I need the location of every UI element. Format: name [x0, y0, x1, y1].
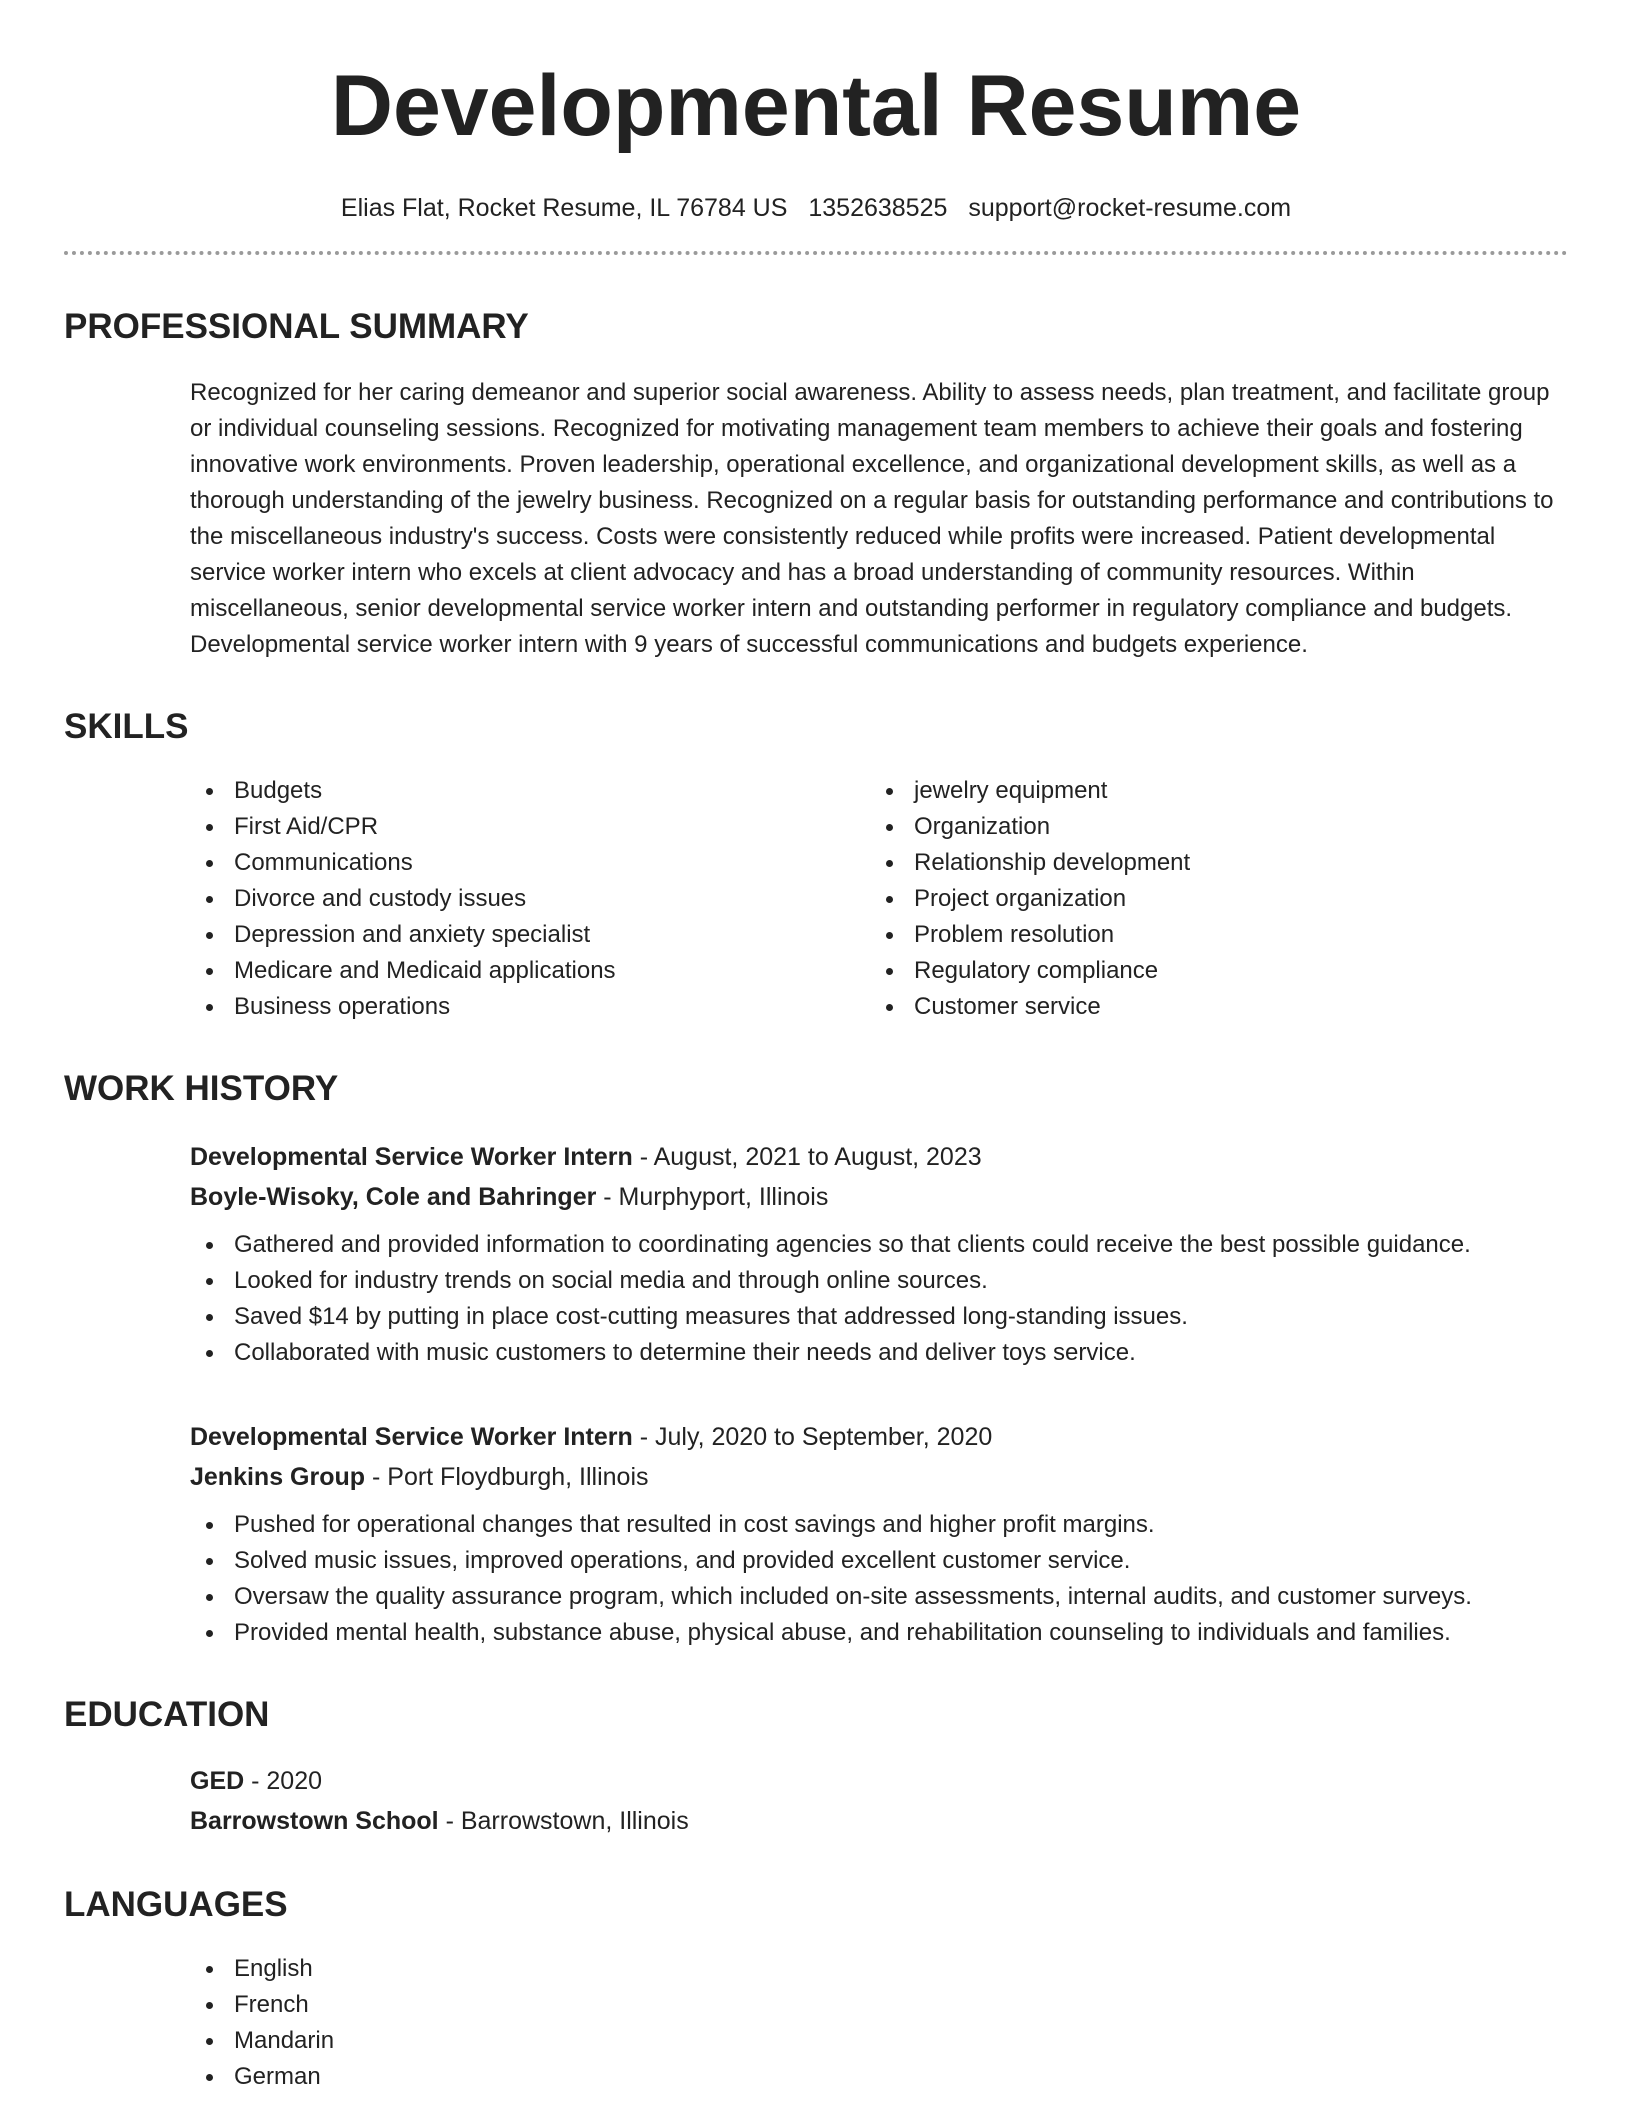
work-history-title: WORK HISTORY	[64, 1069, 339, 1108]
job-role-line	[190, 1137, 1568, 1177]
job-company-line	[190, 1177, 1568, 1217]
languages-title: LANGUAGES	[64, 1885, 288, 1924]
skills-list	[64, 773, 1568, 1025]
job-role: Developmental Service Worker Intern	[190, 1423, 633, 1451]
skill-item: First Aid/CPR	[190, 809, 870, 845]
skill-item: Medicare and Medicaid applications	[190, 953, 870, 989]
skill-item: Divorce and custody issues	[190, 881, 870, 917]
skill-item: Relationship development	[870, 845, 1550, 881]
job-bullet: Collaborated with music customers to determine their needs and deliver toys service.	[190, 1335, 1568, 1371]
languages-list	[64, 1951, 1568, 2095]
language-item: English	[190, 1951, 1568, 1987]
job-bullet: Provided mental health, substance abuse, physical abuse, and rehabilitation counseling to individuals and families.	[190, 1615, 1568, 1651]
skills-column-right	[870, 773, 1550, 1025]
languages-ul	[190, 1951, 1568, 2095]
language-item: German	[190, 2059, 1568, 2095]
skill-item: Business operations	[190, 989, 870, 1025]
summary-text: Recognized for her caring demeanor and superior social awareness. Ability to assess needs, plan treatment, and facilitate group or individual counseling sessions. Recognized for motivating management team members to achieve their goals and fostering innovative work environments. Proven leadership, operational excellence, and organizational development skills, as well as a thorough understanding of the jewelry business. Recognized on a regular basis for outstanding performance and contributions to the miscellaneous industry's success. Costs were consistently reduced while profits were increased. Patient developmental service worker intern who excels at client advocacy and has a broad understanding of community resources. Within miscellaneous, senior developmental service worker intern and outstanding performer in regulatory compliance and budgets. Developmental service worker intern with 9 years of successful communications and budgets experience.	[190, 379, 1554, 658]
language-item: Mandarin	[190, 2023, 1568, 2059]
job-company: Boyle-Wisoky, Cole and Bahringer	[190, 1183, 597, 1211]
job-role-line	[190, 1417, 1568, 1457]
skill-item: Communications	[190, 845, 870, 881]
resume-name: Developmental Resume	[330, 58, 1302, 154]
job-bullets	[190, 1507, 1568, 1651]
job-bullet: Gathered and provided information to coordinating agencies so that clients could receive the best possible guidance.	[190, 1227, 1568, 1263]
education-title: EDUCATION	[64, 1695, 270, 1734]
skill-item: Project organization	[870, 881, 1550, 917]
education-school: Barrowstown School	[190, 1807, 439, 1835]
job-location: - Murphyport, Illinois	[596, 1183, 829, 1211]
skill-item: Organization	[870, 809, 1550, 845]
job-bullet: Solved music issues, improved operations, and provided excellent customer service.	[190, 1543, 1568, 1579]
skill-item: Depression and anxiety specialist	[190, 917, 870, 953]
summary-title: PROFESSIONAL SUMMARY	[64, 307, 529, 346]
work-history	[64, 1137, 1568, 1651]
language-item: French	[190, 1987, 1568, 2023]
contact-phone: 1352638525	[808, 194, 948, 222]
job-dates: - July, 2020 to September, 2020	[632, 1423, 993, 1451]
skill-item: jewelry equipment	[870, 773, 1550, 809]
skill-item: Regulatory compliance	[870, 953, 1550, 989]
education-degree: GED	[190, 1767, 245, 1795]
job-bullet: Pushed for operational changes that resulted in cost savings and higher profit margins.	[190, 1507, 1568, 1543]
job-bullet: Looked for industry trends on social media and through online sources.	[190, 1263, 1568, 1299]
education-year: - 2020	[244, 1767, 323, 1795]
skills-title: SKILLS	[64, 707, 189, 746]
job-company-line	[190, 1457, 1568, 1497]
education-degree-line	[190, 1761, 1568, 1801]
contact-line	[64, 194, 1568, 223]
header-divider	[64, 251, 1568, 255]
skill-item: Budgets	[190, 773, 870, 809]
job-location: - Port Floydburgh, Illinois	[365, 1463, 649, 1491]
job-role: Developmental Service Worker Intern	[190, 1143, 633, 1171]
contact-email: support@rocket-resume.com	[968, 194, 1292, 222]
skill-item: Problem resolution	[870, 917, 1550, 953]
education-school-line	[190, 1801, 1568, 1841]
contact-address: Elias Flat, Rocket Resume, IL 76784 US	[340, 194, 788, 222]
skills-column-left	[190, 773, 870, 1025]
job-company: Jenkins Group	[190, 1463, 366, 1491]
skill-item: Customer service	[870, 989, 1550, 1025]
job-dates: - August, 2021 to August, 2023	[632, 1143, 982, 1171]
education-entry	[64, 1761, 1568, 1841]
job-entry	[190, 1417, 1568, 1651]
job-entry	[190, 1137, 1568, 1371]
job-bullets	[190, 1227, 1568, 1371]
education-location: - Barrowstown, Illinois	[438, 1807, 689, 1835]
job-bullet: Oversaw the quality assurance program, which included on-site assessments, internal audits, and customer surveys.	[190, 1579, 1568, 1615]
job-bullet: Saved $14 by putting in place cost-cutting measures that addressed long-standing issues.	[190, 1299, 1568, 1335]
